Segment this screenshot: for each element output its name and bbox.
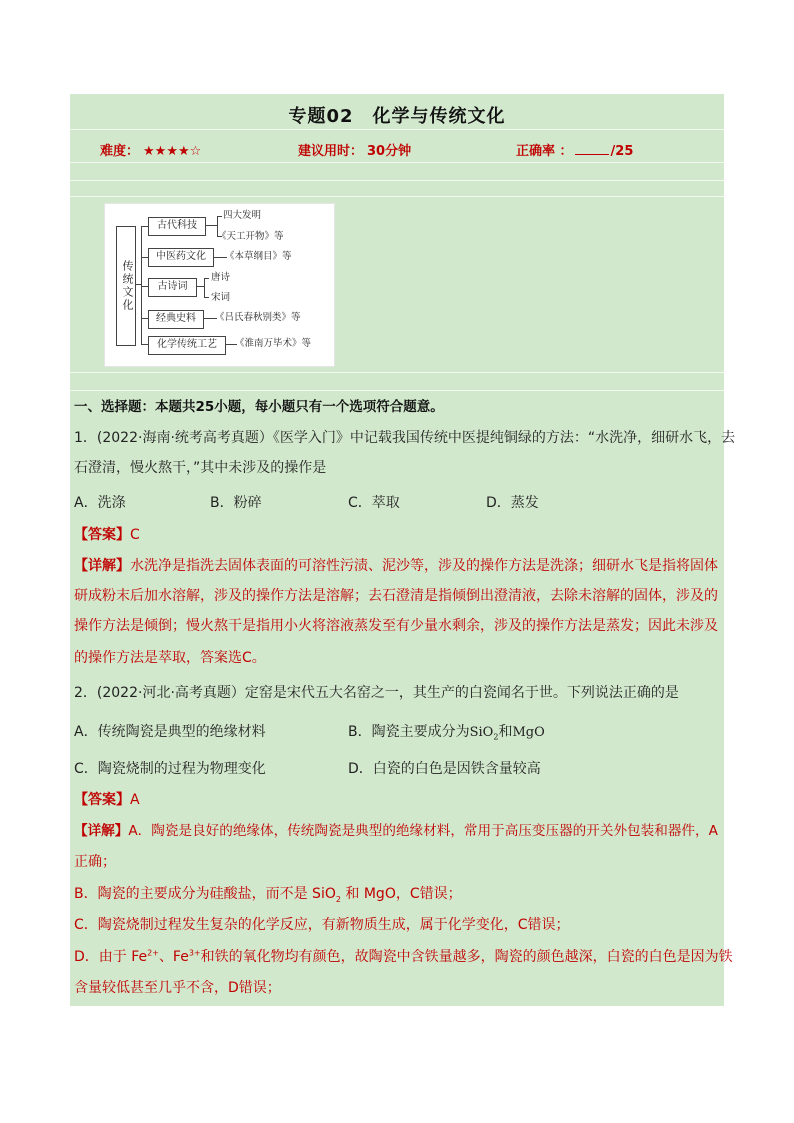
connector [141,257,148,258]
connector [204,278,205,297]
chem-mgo: MgO [512,725,545,740]
branch-chem-craft: 化学传统工艺 [148,336,226,355]
branch-classics: 经典史料 [148,310,204,329]
q2-option-b[interactable] [348,721,545,741]
connector [141,318,148,319]
q2-detail-a-text: A．陶瓷是良好的绝缘体，传统陶瓷是典型的绝缘材料，常用于高压变压器的开关外包装和器件，A [128,823,718,839]
accuracy-label: 正确率 ： [516,144,573,159]
q2-stem: 2．(2022·河北·高考真题）定窑是宋代五大名窑之一，其生产的白瓷闻名于世。下列说法正确的是 [74,685,679,701]
q2-detail-d-line2: 含量较低甚至几乎不含，D错误； [74,980,281,996]
q1-option-d[interactable]: D．蒸发 [486,495,539,511]
q1-stem-line1: 1．(2022·海南·统考高考真题）《医学入门》中记载我国传统中医提纯铜绿的方法：“水洗净，细研水飞，去 [74,430,736,446]
q2-option-a[interactable]: A．传统陶瓷是典型的绝缘材料 [74,724,266,740]
branch-tcm: 中医药文化 [148,248,214,267]
q2-answer-label: 【答案】 [74,792,130,808]
section-heading: 一、选择题：本题共25小题，每小题只有一个选项符合题意。 [74,399,444,415]
q2-answer [74,790,140,810]
q2-detail-c: C．陶瓷烧制过程发生复杂的化学反应，有新物质生成，属于化学变化，C错误； [74,917,570,933]
accuracy-blank[interactable] [575,142,609,155]
q2-detail-a-line2: 正确； [74,854,116,870]
connector [205,225,217,226]
q1-detail-line2: 研成粉末后加水溶解，涉及的操作方法是溶解；去石澄清是指倾倒出澄清液，去除未溶解的固体，涉及的 [74,588,718,604]
q1-answer-value: C [130,527,140,543]
connector [141,226,148,227]
accuracy-info [516,140,633,159]
q1-stem-line2: 石澄清，慢火熬干，”其中未涉及的操作是 [74,460,327,476]
leaf-tiangong: 《天工开物》等 [217,231,284,242]
table-rule [70,180,724,181]
leaf-huainan: 《淮南万毕术》等 [235,338,312,349]
q2-detail-b: B．陶瓷的主要成分为硅酸盐，而不是 SiO$_2$ 和 MgO，C错误； [74,886,462,904]
table-rule [70,196,724,197]
worksheet-page [70,94,736,1006]
table-rule [70,162,724,163]
table-rule [70,372,724,373]
leaf-lvshi: 《吕氏春秋别类》等 [215,312,301,323]
q2-option-b-and: 和 [498,724,513,740]
time-value: 30分钟 [367,144,412,159]
concept-diagram [104,203,335,367]
table-rule [70,390,724,391]
q2-answer-value: A [130,792,140,808]
diagram-root: 传统文化 [116,226,136,346]
page-title: 专题02 化学与传统文化 [288,106,506,127]
branch-ancient-tech: 古代科技 [148,217,206,236]
leaf-song-ci: 宋词 [211,292,231,303]
time-info [298,140,411,159]
q1-detail-line1 [74,556,718,576]
q1-answer-label: 【答案】 [74,527,130,543]
table-rule [70,129,724,130]
chem-sio2: SiO$_2$ [469,725,499,742]
difficulty-label: 难度： [100,144,140,159]
branch-poetry: 古诗词 [148,278,197,297]
connector [204,278,209,279]
q1-detail-label: 【详解】 [74,558,130,574]
connector [141,286,148,287]
connector [204,297,209,298]
q2-option-b-text: B．陶瓷主要成分为 [348,724,470,740]
q1-option-c[interactable]: C．萃取 [348,495,400,511]
time-label: 建议用时： [298,144,364,159]
connector [141,344,148,345]
connector [141,226,142,344]
difficulty-stars: ★★★★☆ [143,144,202,159]
q1-detail-line3: 操作方法是倾倒；慢火熬干是指用小火将溶液蒸发至有少量水剩余，涉及的操作方法是蒸发；因此未涉及 [74,618,718,634]
q2-detail-d-line1: D．由于 $Fe^{2+}$、$Fe^{3+}$和铁的氧化物均有颜色，故陶瓷中含铁量越多，陶瓷的颜色越深，白瓷的白色是因为铁 [74,948,733,965]
difficulty-info [100,140,201,159]
q2-detail-label: 【详解】 [74,823,129,839]
accuracy-total: /25 [610,144,634,159]
q1-answer [74,525,140,545]
q2-option-d[interactable]: D．白瓷的白色是因铁含量较高 [348,761,541,777]
q1-option-a[interactable]: A．洗涤 [74,495,126,511]
q1-detail-line4: 的操作方法是萃取，答案选C。 [74,650,266,666]
connector [196,286,204,287]
leaf-tang-poems: 唐诗 [211,272,231,283]
q2-detail-a-line1 [74,821,718,841]
q2-option-c[interactable]: C．陶瓷烧制的过程为物理变化 [74,761,266,777]
connector [217,216,222,217]
q1-option-b[interactable]: B．粉碎 [210,495,262,511]
leaf-four-inventions: 四大发明 [223,210,262,221]
leaf-bencao: 《本草纲目》等 [225,251,292,262]
q1-detail-text: 水洗净是指洗去固体表面的可溶性污渍、泥沙等，涉及的操作方法是洗涤；细研水飞是指将固体 [130,558,718,574]
